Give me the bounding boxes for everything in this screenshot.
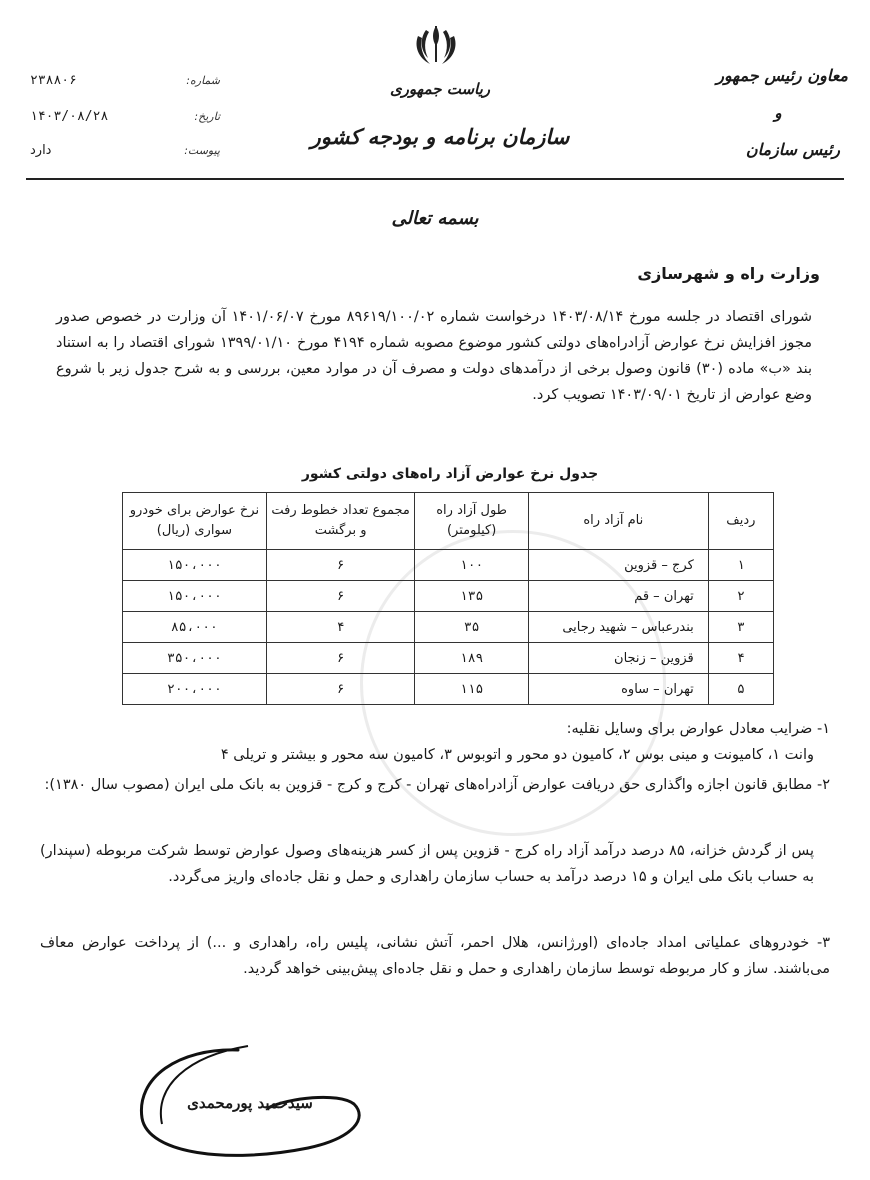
attachment-value: دارد (30, 142, 52, 158)
date-label: تاریخ: (194, 109, 220, 123)
table-row (123, 550, 774, 581)
row-length: ۱۱۵ (415, 674, 528, 705)
row-lanes: ۴ (266, 612, 415, 643)
fare-table (122, 492, 774, 705)
row-index: ۴ (708, 643, 773, 674)
row-name: قزوین – زنجان (528, 643, 708, 674)
header-and: و (774, 104, 782, 122)
row-lanes: ۶ (266, 674, 415, 705)
row-fare: ۲۰۰،۰۰۰ (123, 674, 267, 705)
table-row (123, 674, 774, 705)
row-lanes: ۶ (266, 643, 415, 674)
row-name: تهران – ساوه (528, 674, 708, 705)
note-2-title: ۲- مطابق قانون اجازه واگذاری حق دریافت عوارض آزادراه‌های تهران - کرج و کرج - قزوین به بانک ملی ایران (مصوب سال ۱۳۸۰): (44, 777, 830, 793)
row-length: ۱۰۰ (415, 550, 528, 581)
row-index: ۵ (708, 674, 773, 705)
table-caption: جدول نرخ عوارض آزاد راه‌های دولتی کشور (301, 466, 599, 482)
meta-attachment (30, 138, 220, 162)
row-fare: ۱۵۰،۰۰۰ (123, 550, 267, 581)
table-row (123, 612, 774, 643)
header-divider (26, 178, 844, 180)
number-label: شماره: (186, 73, 220, 87)
table-row (123, 643, 774, 674)
row-fare: ۸۵،۰۰۰ (123, 612, 267, 643)
signature-name: سیدحمید پورمحمدی (187, 1094, 313, 1112)
invocation: بسمه تعالی (391, 208, 479, 229)
note-1-body: وانت ۱، کامیونت و مینی بوس ۲، کامیون دو محور و اتوبوس ۳، کامیون سه محور و بیشتر و تریلی ۴ (220, 747, 814, 763)
header-organization: سازمان برنامه و بودجه کشور (310, 124, 570, 149)
attachment-label: پیوست: (184, 143, 220, 157)
row-length: ۱۸۹ (415, 643, 528, 674)
header-name: نام آزاد راه (528, 493, 708, 550)
body-paragraph: شورای اقتصاد در جلسه مورخ ۱۴۰۳/۰۸/۱۴ درخواست شماره ۸۹۶۱۹/۱۰۰/۰۲ مورخ ۱۴۰۱/۰۶/۰۷ آن وزارت در خصوص صدور مجوز افزایش نرخ عوارض آزادراه‌های دولتی کشور موضوع مصوبه شماره ۴۱۹۴ مورخ ۱۳۹۹/۰۱/۱۰ شورای اقتصاد را به استناد بند «ب» ماده (۳۰) قانون وصول برخی از درآمدهای دولت و مصرف آن در موارد معین، بررسی و به شرح جدول زیر با شروع وضع عوارض از تاریخ ۱۴۰۳/۰۹/۰۱ تصویب کرد. (56, 309, 813, 403)
note-1-title: ۱- ضرایب معادل عوارض برای وسایل نقلیه: (566, 721, 830, 737)
table-row (123, 581, 774, 612)
row-fare: ۱۵۰،۰۰۰ (123, 581, 267, 612)
number-value: ۲۳۸۸۰۶ (30, 72, 77, 88)
row-index: ۱ (708, 550, 773, 581)
row-index: ۲ (708, 581, 773, 612)
row-fare: ۳۵۰،۰۰۰ (123, 643, 267, 674)
date-value: ۱۴۰۳/۰۸/۲۸ (30, 108, 109, 124)
emblem-icon (412, 22, 460, 68)
meta-date (30, 104, 220, 128)
header-length: طول آزاد راه (کیلومتر) (415, 493, 528, 550)
header-head-of-org: رئیس سازمان (745, 140, 840, 159)
row-lanes: ۶ (266, 581, 415, 612)
meta-number (30, 68, 220, 92)
table-header-row (123, 493, 774, 550)
header-vice-president: معاون رئیس جمهور (716, 66, 848, 85)
header-lanes: مجموع تعداد خطوط رفت و برگشت (266, 493, 415, 550)
row-name: تهران – قم (528, 581, 708, 612)
recipient: وزارت راه و شهرسازی (637, 264, 820, 283)
row-name: کرج – قزوین (528, 550, 708, 581)
header-fare: نرخ عوارض برای خودرو سواری (ریال) (123, 493, 267, 550)
note-3: ۳- خودروهای عملیاتی امداد جاده‌ای (اورژانس، هلال احمر، آتش نشانی، پلیس راه، راهداری و ...) از پرداخت عوارض معاف می‌باشند. ساز و کار مربوطه توسط سازمان راهداری و حمل و نقل جاده‌ای پیش‌بینی خواهد گردید. (40, 935, 830, 977)
header-index: ردیف (708, 493, 773, 550)
row-lanes: ۶ (266, 550, 415, 581)
header-presidency: ریاست جمهوری (389, 80, 491, 98)
row-index: ۳ (708, 612, 773, 643)
note-2-body: پس از گردش خزانه، ۸۵ درصد درآمد آزاد راه کرج - قزوین پس از کسر هزینه‌های وصول عوارض توسط شرکت مربوطه (سپندار) به حساب بانک ملی ایران و ۱۵ درصد درآمد به حساب سازمان راهداری و حمل و نقل جاده‌ای واریز می‌گردد. (40, 843, 814, 885)
row-name: بندرعباس – شهید رجایی (528, 612, 708, 643)
row-length: ۱۳۵ (415, 581, 528, 612)
row-length: ۳۵ (415, 612, 528, 643)
